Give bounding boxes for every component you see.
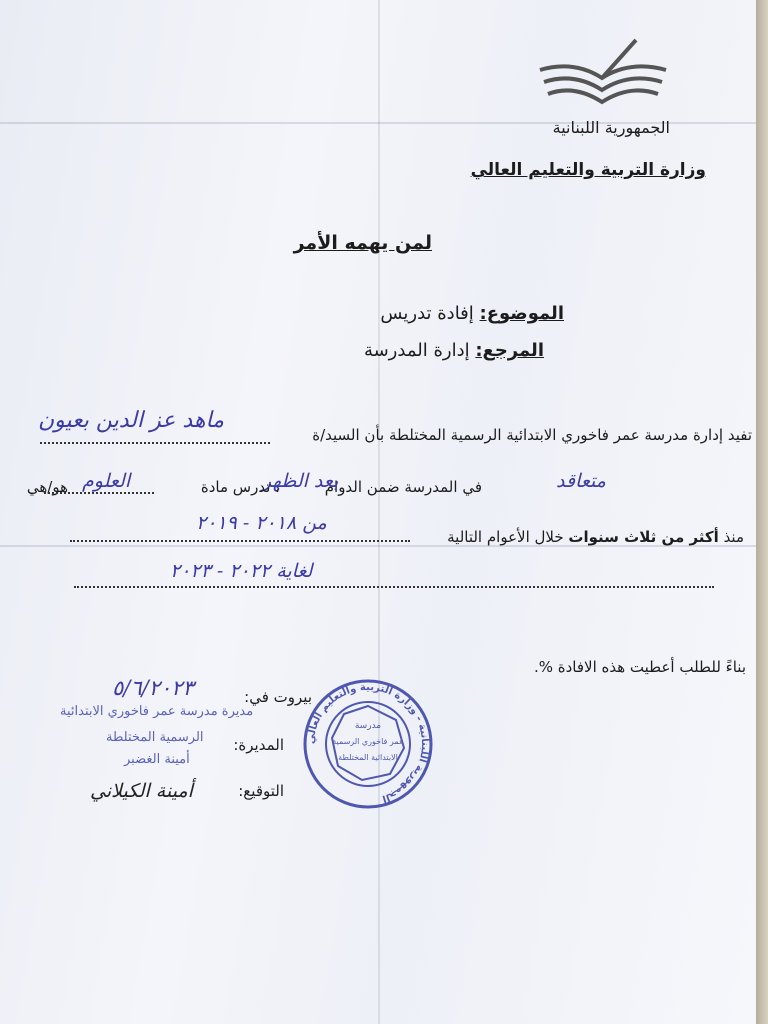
signature-handwriting: أمينة الكيلاني [90,780,193,802]
dotted-line [40,442,270,444]
fold-line [378,0,380,1024]
reference-line [364,340,544,361]
subject-label: الموضوع: [479,303,564,324]
republic-header: الجمهورية اللبنانية [552,118,670,137]
place-date-label: بيروت في: [244,688,312,706]
director-stamp-line-1: مديرة مدرسة عمر فاخوري الابتدائية [60,704,254,719]
stamp-inner-1: مدرسة [354,721,382,731]
page-title: لمن يهمه الأمر [293,232,432,254]
subject-handwriting: العلوم [82,470,131,492]
years-from-handwriting: من ٢٠١٨ - ٢٠١٩ [196,512,327,534]
status-handwriting: متعاقد [556,470,606,492]
date-handwriting: ٥/٦/٢٠٢٣ [112,676,194,700]
body-line-3 [447,528,744,546]
body-line-2c: ، تدرس مادة [200,478,280,496]
years-to-handwriting: لغاية ٢٠٢٢ - ٢٠٢٣ [170,560,313,582]
ministry-header: وزارة التربية والتعليم العالي [470,160,706,180]
dotted-line [74,586,714,588]
since-text: منذ [723,528,744,546]
teacher-name-handwriting: ماهد عز الدين بعيون [38,408,225,433]
reference-value: إدارة المدرسة [363,340,470,361]
body-line-2b: في المدرسة ضمن الدوام [324,478,482,496]
years-bold: أكثر من ثلاث سنوات [568,528,719,546]
closing-text: بناءً للطلب أعطيت هذه الافادة ‎%. [533,658,746,676]
dotted-line [70,540,410,542]
stamp-inner-3: الابتدائية المختلطة [338,753,398,762]
subject-value: إفادة تدريس [380,303,474,324]
director-label: المديرة: [233,736,284,754]
body-line-1: تفيد إدارة مدرسة عمر فاخوري الابتدائية الرسمية المختلطة بأن السيد/ة [312,426,752,444]
school-stamp [300,676,436,812]
director-stamp-line-3: أمينة الغضبر [124,752,190,767]
stamp-inner-2: عمر فاخوري الرسمية [332,737,404,746]
paper-edge [756,0,768,1024]
body-line-2a: هو/هي [26,478,68,496]
dotted-line [44,492,154,494]
stamp-outer-text: الجمهورية اللبنانية - وزارة التربية والتعليم العالي [305,681,431,804]
reference-label: المرجع: [475,340,544,361]
ministry-logo-icon [536,34,672,106]
director-stamp-line-2: الرسمية المختلطة [106,730,204,745]
shift-handwriting: بعد الظهر [262,470,339,492]
years-text: خلال الأعوام التالية [447,528,564,546]
signature-label: التوقيع: [238,782,284,800]
subject-line [380,303,564,324]
